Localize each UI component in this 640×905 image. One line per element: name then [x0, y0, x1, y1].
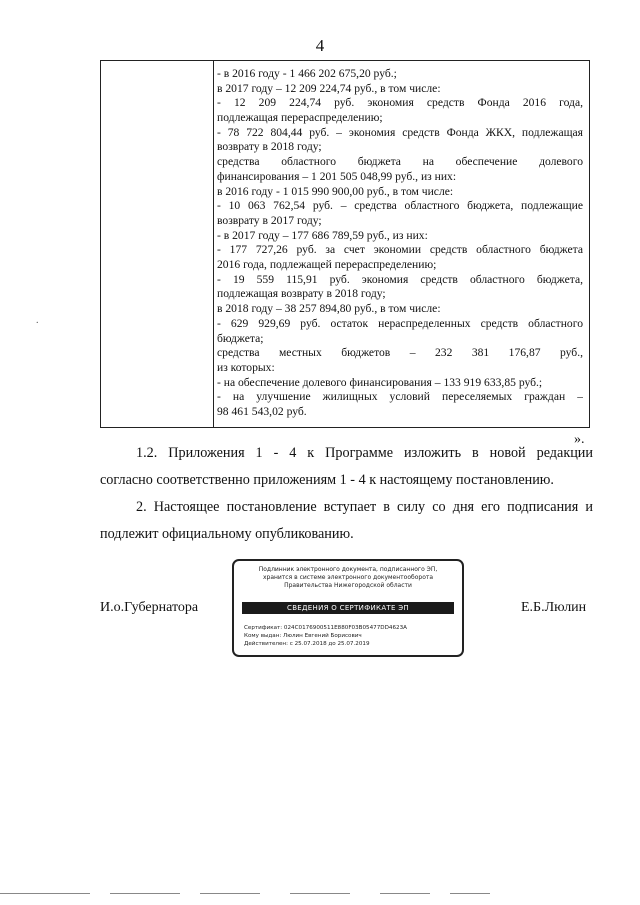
signatory-position: И.о.Губернатора [100, 600, 199, 615]
table-column-divider [213, 61, 214, 427]
electronic-signature-stamp [232, 559, 464, 657]
table-cell-content [217, 67, 583, 420]
table-text-line: бюджета; [217, 331, 264, 345]
table-text-line: - 78 722 804,44 руб. – экономия средств Фонда ЖКХ, подлежащая [217, 125, 583, 139]
table-text-line: в 2016 году - 1 015 990 900,00 руб., в том числе: [217, 184, 454, 198]
text-table [100, 60, 590, 428]
scan-edge-line [0, 893, 90, 894]
scan-edge-line [380, 893, 430, 894]
table-text-line: - 12 209 224,74 руб. экономия средств Фонда 2016 года, [217, 96, 583, 110]
stamp-validity: Действителен: с 25.07.2018 до 25.07.2019 [244, 641, 370, 647]
table-text-line: финансирования – 1 201 505 048,99 руб., из них: [217, 169, 457, 183]
table-text-line: из которых: [217, 360, 275, 374]
table-text-line: 2016 года, подлежащей перераспределению; [217, 258, 437, 272]
stamp-header-line: Правительства Нижегородской области [284, 582, 412, 589]
stamp-certificate-id: Сертификат: 024C0176900511E880F03B05477DD4623A [244, 625, 407, 631]
table-text-line: возврату в 2018 году; [217, 140, 322, 154]
stamp-issued-to: Кому выдан: Люлин Евгений Борисович [244, 633, 362, 639]
table-text-line: 98 461 543,02 руб. [217, 405, 307, 419]
margin-mark: . [36, 315, 39, 326]
stamp-certificate-details [244, 624, 456, 648]
table-text-line: - 177 727,26 руб. за счет экономии средств областного бюджета [217, 243, 583, 257]
scan-edge-line [450, 893, 490, 894]
stamp-certificate-bar: СВЕДЕНИЯ О СЕРТИФИКАТЕ ЭП [242, 602, 454, 614]
signatory-name: Е.Б.Люлин [521, 600, 587, 615]
paragraph-2-continuation: подлежит официальному опубликованию. [100, 526, 354, 542]
stamp-header-line: Подлинник электронного документа, подписанного ЭП, [258, 566, 438, 573]
scan-edge-line [110, 893, 180, 894]
paragraph-2 [100, 494, 593, 548]
table-text-line: средства местных бюджетов – 232 381 176,87 руб., [217, 346, 583, 360]
page-number: 4 [315, 36, 325, 55]
paragraph-2-first-line: 2. Настоящее постановление вступает в силу со дня его подписания и [136, 499, 593, 515]
table-text-line: - 10 063 762,54 руб. – средства областного бюджета, подлежащие [217, 199, 583, 213]
scan-edge-line [200, 893, 260, 894]
table-text-line: в 2017 году – 12 209 224,74 руб., в том числе: [217, 81, 441, 95]
stamp-header [240, 566, 456, 590]
table-text-line: подлежащая перераспределению; [217, 111, 383, 125]
paragraph-1-2-first-line: 1.2. Приложения 1 - 4 к Программе изложить в новой редакции [136, 445, 593, 461]
table-text-line: - на улучшение жилищных условий переселяемых граждан – [217, 390, 583, 404]
closing-quote: ». [574, 432, 585, 447]
stamp-header-line: хранится в системе электронного документооборота [262, 574, 434, 581]
table-text-line: - в 2017 году – 177 686 789,59 руб., из них: [217, 228, 428, 242]
table-text-line: - на обеспечение долевого финансирования – 133 919 633,85 руб.; [217, 375, 543, 389]
paragraph-1-2-continuation: согласно соответственно приложениям 1 - 4 к настоящему постановлению. [100, 472, 554, 488]
paragraph-1-2 [100, 440, 593, 494]
table-text-line: - 19 559 115,91 руб. экономия средств областного бюджета, [217, 272, 583, 286]
table-text-line: в 2018 году – 38 257 894,80 руб., в том числе: [217, 302, 441, 316]
table-text-line: - в 2016 году - 1 466 202 675,20 руб.; [217, 67, 397, 80]
table-text-line: подлежащая возврату в 2018 году; [217, 287, 386, 301]
table-text-line: возврату в 2017 году; [217, 213, 322, 227]
table-text-line: - 629 929,69 руб. остаток нераспределенных средств областного [217, 316, 583, 330]
table-text-line: средства областного бюджета на обеспечение долевого [217, 155, 583, 169]
scan-edge-line [290, 893, 350, 894]
